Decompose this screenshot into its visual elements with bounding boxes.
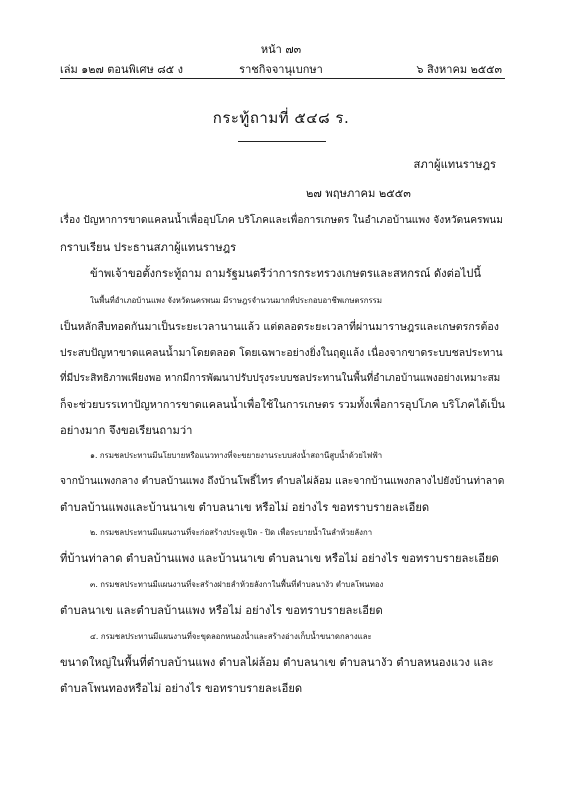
header-divider	[60, 78, 505, 79]
question-item-1	[60, 443, 505, 521]
question-line: ตำบลโพนทองหรือไม่ อย่างไร ขอทราบรายละเอียด	[60, 682, 303, 695]
question-line: ๑. กรมชลประทานมีนโยบายหรือแนวทางที่จะขยายงานระบบส่งน้ำสถานีสูบน้ำด้วยไฟฟ้า	[90, 451, 383, 460]
question-item-3	[60, 572, 505, 624]
document-title: กระทู้ถามที่ ๕๔๘ ร.	[212, 109, 350, 127]
question-item-2	[60, 520, 505, 572]
question-line: ตำบลนาเข และตำบลบ้านแพง หรือไม่ อย่างไร ขอทราบรายละเอียด	[60, 604, 383, 617]
title-underline	[238, 141, 326, 142]
subject-line: เรื่อง ปัญหาการขาดแคลนน้ำเพื่ออุปโภค บริโภคและเพื่อการเกษตร ในอำเภอบ้านแพง จังหวัดนครพนม	[60, 215, 503, 226]
paragraph-line: ก็จะช่วยบรรเทาปัญหาการขาดแคลนน้ำเพื่อใช้ในการเกษตร รวมทั้งเพื่อการอุปโภค บริโภคได้เป็น	[60, 398, 506, 411]
paragraph-line: ในพื้นที่อำเภอบ้านแพง จังหวัดนครพนม มีราษฎรจำนวนมากที่ประกอบอาชีพเกษตรกรรม	[90, 296, 382, 305]
question-line: ขนาดใหญ่ในพื้นที่ตำบลบ้านแพง ตำบลไผ่ล้อม ตำบลนาเข ตำบลนางัว ตำบลหนองแวง และ	[60, 656, 494, 669]
volume-info: เล่ม ๑๒๗ ตอนพิเศษ ๘๕ ง	[60, 63, 183, 76]
paragraph-line: เป็นหลักสืบทอดกันมาเป็นระยะเวลานานแล้ว แต่ตลอดระยะเวลาที่ผ่านมาราษฎรและเกษตรกรต้อง	[60, 321, 499, 333]
question-line: ตำบลบ้านแพงและบ้านนาเข ตำบลนาเข หรือไม่ อย่างไร ขอทราบรายละเอียด	[60, 501, 430, 514]
salutation: กราบเรียน ประธานสภาผู้แทนราษฎร	[60, 241, 237, 254]
body-paragraph	[60, 288, 505, 444]
paragraph-line: ที่มีประสิทธิภาพเพียงพอ หากมีการพัฒนาปรับปรุงระบบชลประทานในพื้นที่อำเภอบ้านแพงอย่างเหมาะสม	[60, 373, 501, 384]
question-line: ที่บ้านท่าลาด ตำบลบ้านแพง และบ้านนาเข ตำบลนาเข หรือไม่ อย่างไร ขอทราบรายละเอียด	[60, 552, 499, 565]
paragraph-line: อย่างมาก จึงขอเรียนถามว่า	[60, 424, 193, 437]
gazette-name: ราชกิจจานุเบกษา	[239, 63, 323, 76]
question-line: ๒. กรมชลประทานมีแผนงานที่จะก่อสร้างประตูเปิด - ปิด เพื่อระบายน้ำในลำห้วยลังกา	[90, 528, 373, 537]
question-item-4	[60, 624, 505, 702]
question-line: จากบ้านแพงกลาง ตำบลบ้านแพง ถึงบ้านโพธิ์ไทร ตำบลไผ่ล้อม และจากบ้านแพงกลางไปยังบ้านท่าลาด	[60, 476, 505, 487]
question-line: ๔. กรมชลประทานมีแผนงานที่จะขุดลอกหนองน้ำและสร้างอ่างเก็บน้ำขนาดกลางและ	[90, 632, 372, 641]
recipient: สภาผู้แทนราษฎร	[413, 158, 496, 171]
paragraph-line: ประสบปัญหาขาดแคลนน้ำมาโดยตลอด โดยเฉพาะอย่างยิ่งในฤดูแล้ง เนื่องจากขาดระบบชลประทาน	[60, 347, 503, 359]
publication-date: ๖ สิงหาคม ๒๕๕๓	[416, 63, 502, 76]
page-number: หน้า ๗๓	[260, 43, 302, 56]
intro-line: ข้าพเจ้าขอตั้งกระทู้ถาม ถามรัฐมนตรีว่าการกระทรวงเกษตรและสหกรณ์ ดังต่อไปนี้	[90, 267, 481, 280]
letter-date: ๒๗ พฤษภาคม ๒๕๕๓	[306, 187, 411, 200]
question-line: ๓. กรมชลประทานมีแผนงานที่จะสร้างฝายลำห้วยลังกาในพื้นที่ตำบลนางัว ตำบลโพนทอง	[90, 580, 384, 589]
